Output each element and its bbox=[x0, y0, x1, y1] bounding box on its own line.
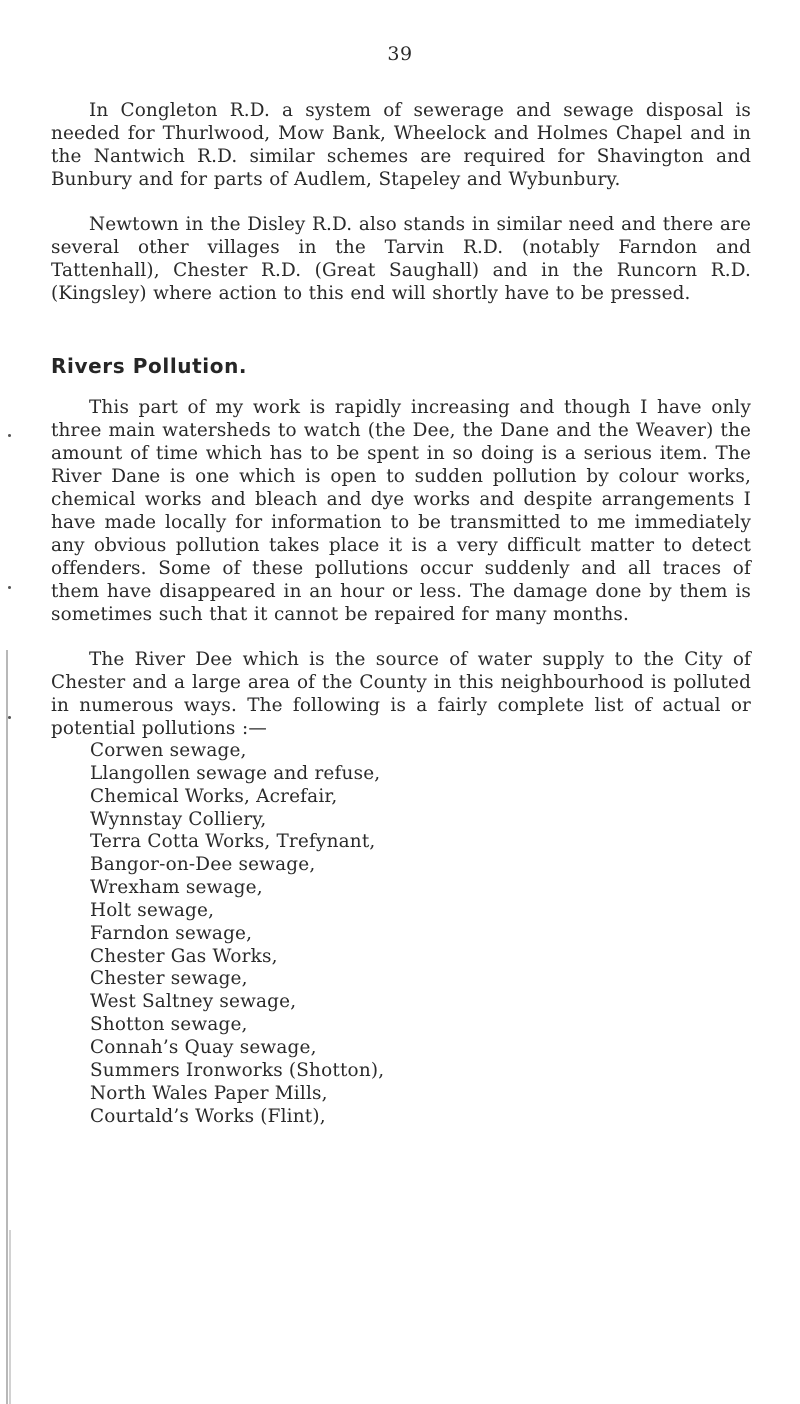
paragraph-sewerage-schemes: In Congleton R.D. a system of sewerage and sewage disposal is needed for Thurlwood, Mow Bank, Wheelock and Holmes Chapel and in the Nantwich R.D. similar schemes are required for Shavington and Bunbury and for parts of Audlem, Stapeley and Wybunbury. bbox=[51, 100, 751, 190]
list-item: Terra Cotta Works, Trefynant, bbox=[90, 831, 376, 853]
list-item: Farndon sewage, bbox=[90, 922, 253, 944]
pollution-list bbox=[90, 740, 384, 1128]
list-item: Wrexham sewage, bbox=[90, 877, 263, 899]
list-item: Chemical Works, Acrefair, bbox=[90, 785, 338, 807]
paragraph-river-dee: The River Dee which is the source of water supply to the City of Chester and a large area of the County in this neighbourhood is polluted in numerous ways. The following is a fairly complete list of actual or potential pollutions :— bbox=[51, 649, 751, 739]
list-item: Corwen sewage, bbox=[90, 740, 247, 761]
list-item: Summers Ironworks (Shotton), bbox=[90, 1059, 385, 1081]
list-item: Chester sewage, bbox=[90, 968, 248, 990]
list-item: North Wales Paper Mills, bbox=[90, 1082, 328, 1104]
page-edge-mark bbox=[9, 1230, 11, 1404]
list-item: Llangollen sewage and refuse, bbox=[90, 762, 381, 784]
list-item: Bangor-on-Dee sewage, bbox=[90, 854, 316, 876]
page-edge-speck bbox=[8, 434, 11, 437]
list-item: Wynnstay Colliery, bbox=[90, 808, 267, 830]
list-item: Chester Gas Works, bbox=[90, 945, 278, 967]
page-edge-mark bbox=[6, 650, 8, 1404]
list-item: Connah’s Quay sewage, bbox=[90, 1036, 317, 1058]
list-item: Holt sewage, bbox=[90, 899, 215, 921]
list-item: Courtald’s Works (Flint), bbox=[90, 1105, 326, 1127]
list-item: West Saltney sewage, bbox=[90, 991, 297, 1013]
section-heading-rivers-pollution: Rivers Pollution. bbox=[51, 354, 248, 378]
page-edge-speck bbox=[8, 586, 11, 589]
page-number: 39 bbox=[387, 43, 413, 65]
list-item: Shotton sewage, bbox=[90, 1014, 248, 1036]
paragraph-watersheds: This part of my work is rapidly increasing and though I have only three main watersheds to watch (the Dee, the Dane and the Weaver) the amount of time which has to be spent in so doing is a serious item. The River Dane is one which is open to sudden pollution by colour works, chemical works and bleach and dye works and despite arrangements I have made locally for information to be transmitted to me immediately any obvious pollution takes place it is a very difficult matter to detect offenders. Some of these pollutions occur suddenly and all traces of them have disappeared in an hour or less. The damage done by them is sometimes such that it cannot be repaired for many months. bbox=[51, 397, 751, 625]
paragraph-newtown-villages: Newtown in the Disley R.D. also stands in similar need and there are several other villages in the Tarvin R.D. (notably Farndon and Tattenhall), Chester R.D. (Great Saughall) and in the Runcorn R.D. (Kingsley) where action to this end will shortly have to be pressed. bbox=[51, 214, 751, 304]
page-edge-speck bbox=[8, 716, 11, 719]
